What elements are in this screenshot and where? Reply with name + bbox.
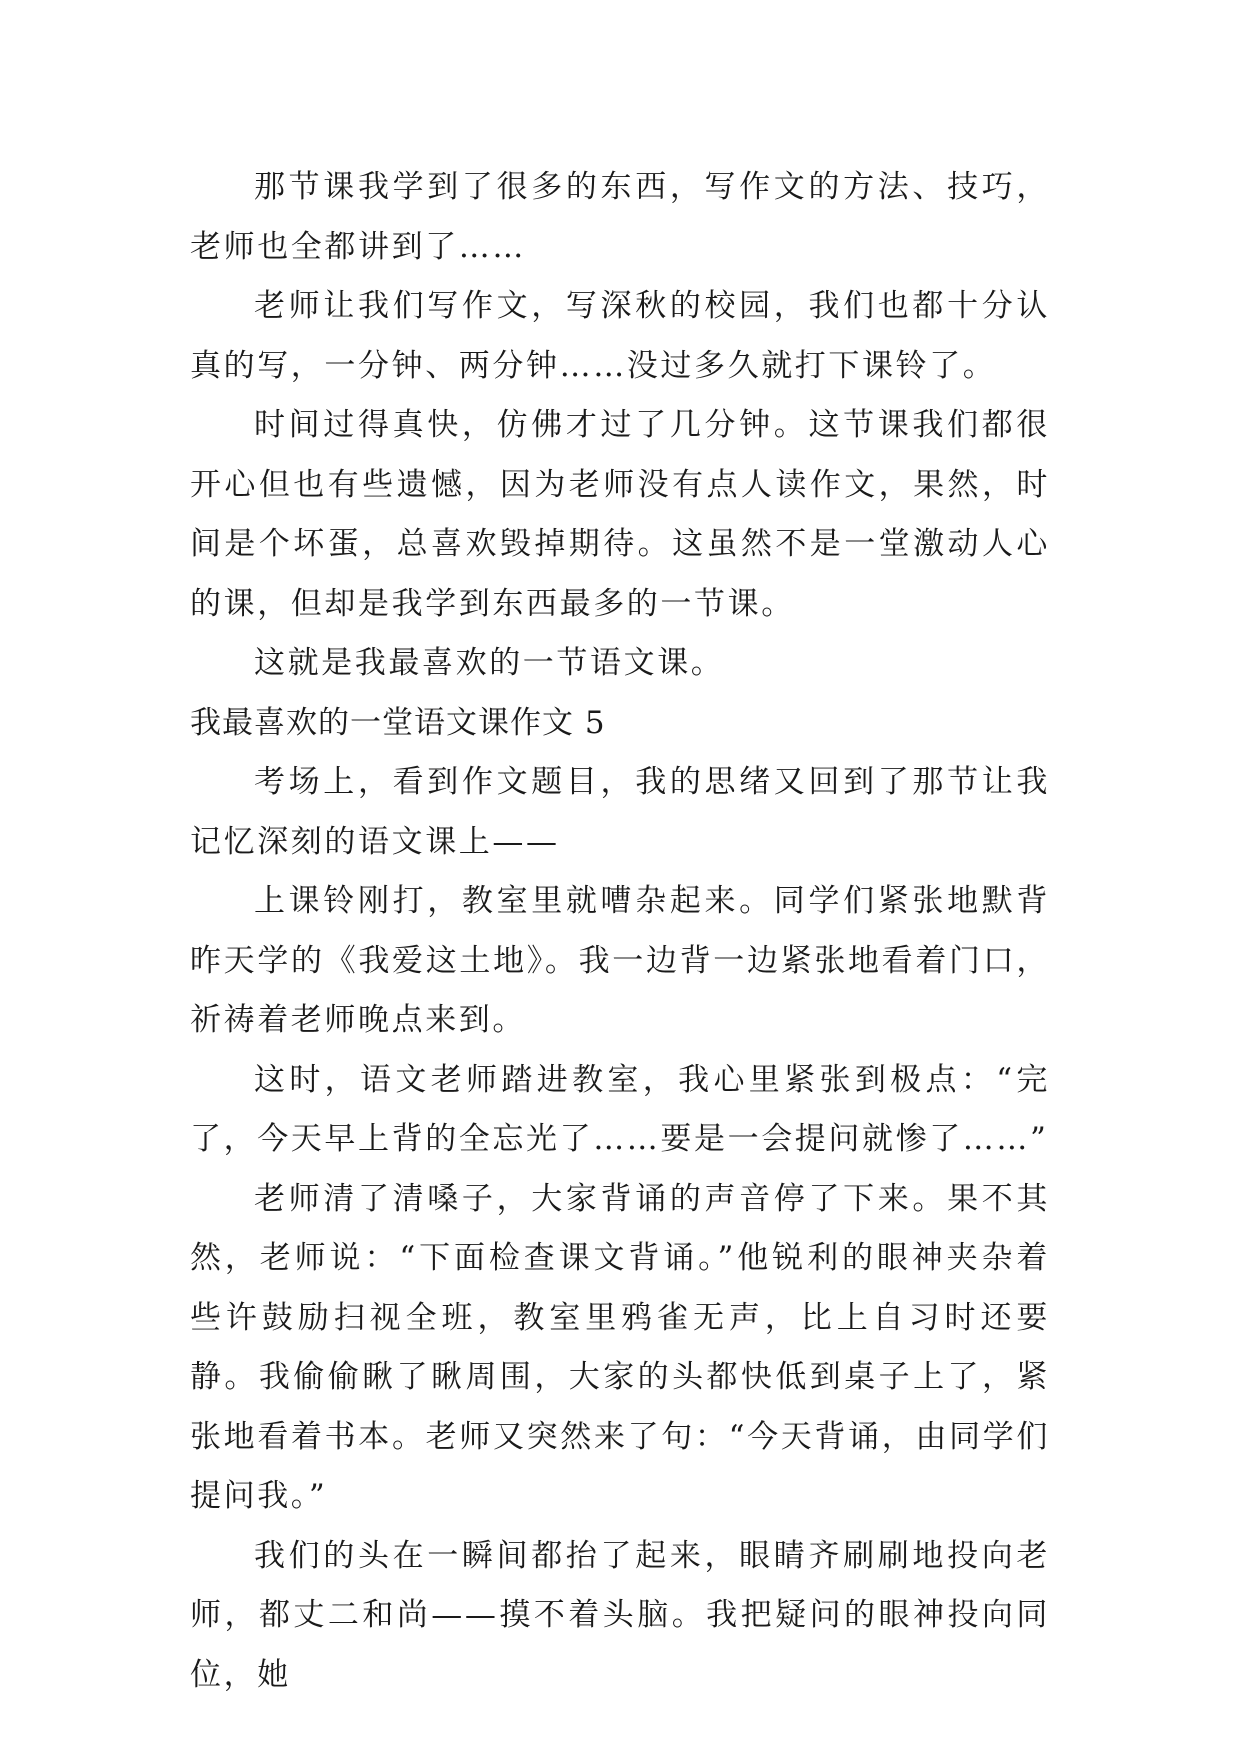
paragraph: 那节课我学到了很多的东西，写作文的方法、技巧，老师也全都讲到了……	[190, 169, 1050, 265]
paragraph: 老师清了清嗓子，大家背诵的声音停了下来。果不其然，老师说：“下面检查课文背诵。”他锐利的眼神夹杂着些许鼓励扫视全班，教室里鸦雀无声，比上自习时还要静。我偷偷瞅了瞅周围，大家的头都快低到桌子上了，紧张地看着书本。老师又突然来了句：“今天背诵，由同学们提问我。”	[190, 1180, 1050, 1514]
paragraph: 这时，语文老师踏进教室，我心里紧张到极点：“完了，今天早上背的全忘光了……要是一会提问就惨了……”	[190, 1061, 1050, 1157]
paragraph: 老师让我们写作文，写深秋的校园，我们也都十分认真的写，一分钟、两分钟……没过多久就打下课铃了。	[190, 288, 1050, 384]
paragraph: 上课铃刚打，教室里就嘈杂起来。同学们紧张地默背昨天学的《我爱这土地》。我一边背一边紧张地看着门口，祈祷着老师晚点来到。	[190, 883, 1050, 1038]
paragraph: 时间过得真快，仿佛才过了几分钟。这节课我们都很开心但也有些遗憾，因为老师没有点人读作文，果然，时间是个坏蛋，总喜欢毁掉期待。这虽然不是一堂激动人心的课，但却是我学到东西最多的一节课。	[190, 407, 1050, 622]
paragraph: 这就是我最喜欢的一节语文课。	[254, 645, 725, 681]
document-body	[190, 158, 1050, 1705]
paragraph: 我们的头在一瞬间都抬了起来，眼睛齐刷刷地投向老师，都丈二和尚——摸不着头脑。我把疑问的眼神投向同位，她	[190, 1537, 1050, 1693]
paragraph: 考场上，看到作文题目，我的思绪又回到了那节让我记忆深刻的语文课上——	[190, 764, 1050, 860]
section-heading: 我最喜欢的一堂语文课作文 5	[190, 704, 606, 741]
